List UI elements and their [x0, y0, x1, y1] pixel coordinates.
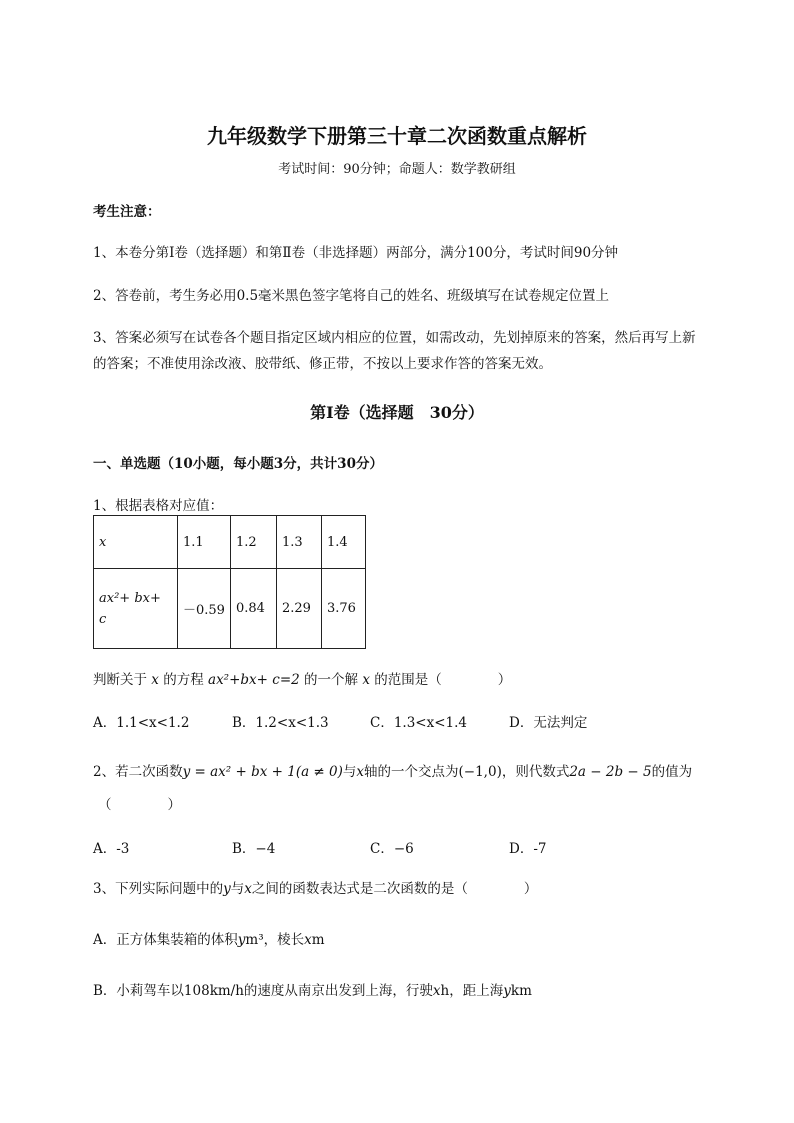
- row-label-line: ax²+ bx+: [99, 590, 161, 606]
- row-label-line: c: [99, 611, 107, 627]
- var: x: [151, 672, 159, 688]
- question-1-prompt: [93, 668, 511, 688]
- var: y: [237, 932, 246, 948]
- q1-option-d: D．无法判定: [509, 715, 588, 731]
- text: 与: [230, 881, 245, 897]
- question-1-stem: 1、根据表格对应值：: [93, 498, 224, 514]
- table-cell: 2.29: [277, 569, 322, 649]
- text: 的方程: [163, 672, 204, 688]
- var: x: [244, 881, 252, 897]
- text: 的范围是（: [374, 672, 442, 688]
- table-cell: x: [94, 516, 178, 569]
- q2-option-d: D．-7: [509, 841, 547, 857]
- q1-option-a: A．1.1<x<1.2: [93, 715, 190, 731]
- table-row: [94, 569, 366, 649]
- text: ）: [523, 881, 538, 897]
- q2-option-c: C．−6: [370, 841, 414, 857]
- text: km: [510, 983, 532, 999]
- notice-item: 3、答案必须写在试卷各个题目指定区域内相应的位置，如需改动，先划掉原来的答案，然后再写上新: [93, 330, 696, 346]
- var: x: [356, 764, 365, 780]
- exam-info: 考试时间：90分钟；命题人：数学教研组: [278, 162, 516, 177]
- table-cell: 3.76: [322, 569, 366, 649]
- table-cell: 1.4: [322, 516, 366, 569]
- q1-option-b: B．1.2<x<1.3: [232, 715, 329, 731]
- part-title: 第Ⅰ卷（选择题 30分）: [310, 403, 484, 422]
- table-cell: 0.84: [231, 569, 277, 649]
- text: ）: [167, 797, 181, 813]
- text: A．正方体集装箱的体积: [93, 932, 238, 948]
- var: y: [503, 983, 511, 999]
- text: ，则代数式: [501, 764, 570, 780]
- expression: 2a − 2b − 5: [569, 764, 652, 780]
- section-title: 一、单选题（10小题，每小题3分，共计30分）: [93, 456, 383, 472]
- q2-option-b: B．−4: [232, 841, 276, 857]
- table-cell: [94, 569, 178, 649]
- text: B．小莉驾车以108km/h的速度从南京出发到上海，行驶: [93, 983, 433, 999]
- var: x: [362, 672, 370, 688]
- text: 轴的一个交点为: [364, 764, 459, 780]
- equation: y = ax² + bx + 1(a ≠ 0): [182, 764, 343, 780]
- notice-item: 的答案；不准使用涂改液、胶带纸、修正带，不按以上要求作答的答案无效。: [93, 356, 552, 372]
- text: 2、若二次函数: [93, 764, 183, 780]
- table-cell: 1.2: [231, 516, 277, 569]
- var: x: [432, 983, 441, 999]
- text: 的值为: [651, 764, 693, 780]
- table-cell: －0.59: [178, 569, 231, 649]
- question-3-stem: [93, 877, 537, 897]
- var: y: [223, 881, 231, 897]
- q3-option-a: [93, 928, 325, 948]
- table-cell: 1.3: [277, 516, 322, 569]
- text: 3、下列实际问题中的: [93, 881, 224, 897]
- equation: ax²+bx+ c=2: [208, 672, 300, 688]
- q1-option-c: C．1.3<x<1.4: [370, 715, 468, 731]
- question-2-paren: [98, 793, 181, 813]
- notice-item: 2、答卷前，考生务必用0.5毫米黑色签字笔将自己的姓名、班级填写在试卷规定位置上: [93, 288, 610, 304]
- text: m: [311, 932, 325, 948]
- notice-heading: 考生注意：: [93, 204, 161, 220]
- text: ）: [497, 672, 512, 688]
- text: 与: [342, 764, 357, 780]
- var: x: [304, 932, 312, 948]
- point: (−1,0): [458, 764, 502, 780]
- notice-item: 1、本卷分第Ⅰ卷（选择题）和第Ⅱ卷（非选择题）两部分，满分100分，考试时间90分钟: [93, 245, 619, 261]
- text: h，距上海: [440, 983, 504, 999]
- page-title: 九年级数学下册第三十章二次函数重点解析: [207, 124, 587, 148]
- text: m³，棱长: [245, 932, 305, 948]
- value-table: [93, 515, 366, 649]
- text: 判断关于: [93, 672, 147, 688]
- table-row: [94, 516, 366, 569]
- table-cell: 1.1: [178, 516, 231, 569]
- q3-option-b: [93, 979, 532, 999]
- text: （: [98, 797, 112, 813]
- text: 之间的函数表达式是二次函数的是（: [251, 881, 468, 897]
- text: 的一个解: [304, 672, 359, 688]
- q2-option-a: A．-3: [93, 841, 130, 857]
- question-2-stem: [93, 760, 692, 780]
